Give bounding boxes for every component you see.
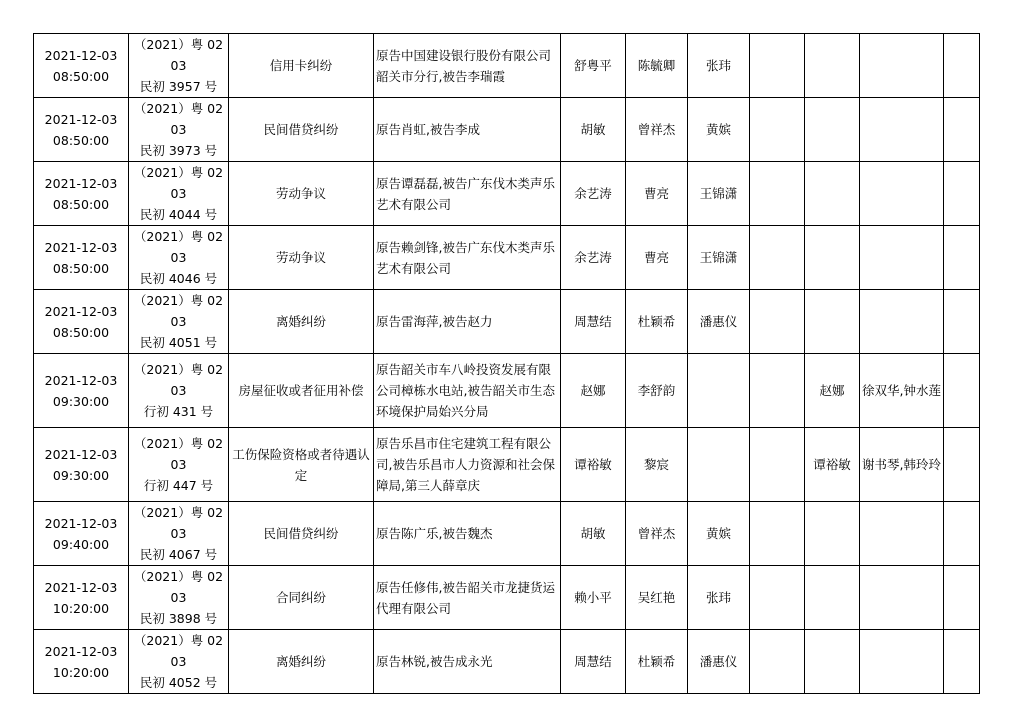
hearing-datetime-cell: [34, 34, 129, 98]
case-cause-cell: 离婚纠纷: [229, 290, 374, 354]
judge-cell: 余艺涛: [561, 162, 626, 226]
case-number-cell: [129, 162, 229, 226]
hearing-datetime-cell: [34, 226, 129, 290]
case-number-line1: （2021）粤 0203: [133, 37, 224, 73]
judge-cell: 谭裕敏: [561, 428, 626, 502]
case-number-line1: （2021）粤 0203: [133, 293, 224, 329]
hearing-date: 2021-12-03: [44, 515, 118, 531]
case-cause-cell: 民间借贷纠纷: [229, 502, 374, 566]
judge-cell: 周慧结: [561, 290, 626, 354]
empty-cell: [750, 354, 805, 428]
assistant-cell: 张玮: [688, 34, 750, 98]
case-number-cell: [129, 34, 229, 98]
case-cause-cell: 信用卡纠纷: [229, 34, 374, 98]
case-number-line2: 民初 4067 号: [139, 547, 218, 562]
hearing-datetime-cell: [34, 162, 129, 226]
case-number-cell: [129, 630, 229, 694]
clerk-cell: 曹亮: [626, 226, 688, 290]
case-number-line2: 民初 4052 号: [139, 675, 218, 690]
assistant-cell: 张玮: [688, 566, 750, 630]
parties-cell: 原告林锐,被告成永光: [374, 630, 561, 694]
empty-cell: [944, 226, 980, 290]
empty-cell: [750, 630, 805, 694]
hearing-datetime-cell: [34, 566, 129, 630]
hearing-time: 08:50:00: [52, 68, 110, 84]
hearing-time: 08:50:00: [52, 196, 110, 212]
case-number-line2: 民初 4046 号: [139, 271, 218, 286]
judge-cell: 赖小平: [561, 566, 626, 630]
assistant-cell: 潘惠仪: [688, 630, 750, 694]
hearing-datetime-cell: [34, 98, 129, 162]
clerk-cell: 杜颖希: [626, 630, 688, 694]
hearing-time: 08:50:00: [52, 260, 110, 276]
hearing-time: 10:20:00: [52, 600, 110, 616]
table-row: [34, 354, 980, 428]
jurors-cell: [860, 98, 944, 162]
assistant-cell: 王锦潇: [688, 226, 750, 290]
hearing-time: 10:20:00: [52, 664, 110, 680]
assistant-cell: 潘惠仪: [688, 290, 750, 354]
hearing-datetime-cell: [34, 428, 129, 502]
parties-cell: 原告谭磊磊,被告广东伐木类声乐艺术有限公司: [374, 162, 561, 226]
parties-cell: 原告乐昌市住宅建筑工程有限公司,被告乐昌市人力资源和社会保障局,第三人薛章庆: [374, 428, 561, 502]
empty-cell: [944, 290, 980, 354]
assistant-cell: 黄嫔: [688, 98, 750, 162]
judge-cell: 胡敏: [561, 502, 626, 566]
hearing-date: 2021-12-03: [44, 175, 118, 191]
presiding-judge-cell: [805, 502, 860, 566]
case-number-line1: （2021）粤 0203: [133, 229, 224, 265]
table-row: [34, 162, 980, 226]
clerk-cell: 曾祥杰: [626, 502, 688, 566]
presiding-judge-cell: [805, 98, 860, 162]
empty-cell: [944, 630, 980, 694]
hearing-date: 2021-12-03: [44, 643, 118, 659]
judge-cell: 舒粤平: [561, 34, 626, 98]
table-row: [34, 226, 980, 290]
hearing-date: 2021-12-03: [44, 239, 118, 255]
presiding-judge-cell: [805, 226, 860, 290]
assistant-cell: [688, 428, 750, 502]
case-number-cell: [129, 502, 229, 566]
judge-cell: 胡敏: [561, 98, 626, 162]
judge-cell: 周慧结: [561, 630, 626, 694]
hearing-date: 2021-12-03: [44, 579, 118, 595]
empty-cell: [944, 428, 980, 502]
parties-cell: 原告任修伟,被告韶关市龙捷货运代理有限公司: [374, 566, 561, 630]
empty-cell: [944, 566, 980, 630]
hearing-date: 2021-12-03: [44, 111, 118, 127]
table-row: [34, 566, 980, 630]
case-number-line2: 民初 3957 号: [139, 79, 218, 94]
case-cause-cell: 合同纠纷: [229, 566, 374, 630]
hearing-time: 09:30:00: [52, 393, 110, 409]
case-number-line2: 民初 3898 号: [139, 611, 218, 626]
judge-cell: 余艺涛: [561, 226, 626, 290]
table-body: [34, 34, 980, 694]
hearing-schedule-table: [33, 33, 980, 694]
case-number-line2: 民初 3973 号: [139, 143, 218, 158]
hearing-date: 2021-12-03: [44, 303, 118, 319]
case-number-line2: 行初 447 号: [143, 478, 214, 493]
table-row: [34, 630, 980, 694]
case-number-cell: [129, 428, 229, 502]
empty-cell: [750, 34, 805, 98]
hearing-date: 2021-12-03: [44, 47, 118, 63]
table-row: [34, 98, 980, 162]
jurors-cell: [860, 226, 944, 290]
parties-cell: 原告雷海萍,被告赵力: [374, 290, 561, 354]
presiding-judge-cell: [805, 290, 860, 354]
empty-cell: [750, 502, 805, 566]
hearing-date: 2021-12-03: [44, 372, 118, 388]
jurors-cell: [860, 502, 944, 566]
clerk-cell: 黎宸: [626, 428, 688, 502]
jurors-cell: [860, 630, 944, 694]
empty-cell: [750, 226, 805, 290]
case-number-line1: （2021）粤 0203: [133, 436, 224, 472]
clerk-cell: 曾祥杰: [626, 98, 688, 162]
presiding-judge-cell: [805, 630, 860, 694]
empty-cell: [750, 566, 805, 630]
jurors-cell: [860, 290, 944, 354]
empty-cell: [944, 502, 980, 566]
clerk-cell: 吴红艳: [626, 566, 688, 630]
case-number-cell: [129, 354, 229, 428]
parties-cell: 原告赖剑锋,被告广东伐木类声乐艺术有限公司: [374, 226, 561, 290]
hearing-datetime-cell: [34, 354, 129, 428]
case-number-line1: （2021）粤 0203: [133, 569, 224, 605]
case-number-line2: 民初 4044 号: [139, 207, 218, 222]
empty-cell: [750, 290, 805, 354]
case-number-line1: （2021）粤 0203: [133, 101, 224, 137]
assistant-cell: 黄嫔: [688, 502, 750, 566]
empty-cell: [944, 34, 980, 98]
case-cause-cell: 劳动争议: [229, 162, 374, 226]
parties-cell: 原告肖虹,被告李成: [374, 98, 561, 162]
case-cause-cell: 房屋征收或者征用补偿: [229, 354, 374, 428]
assistant-cell: [688, 354, 750, 428]
clerk-cell: 李舒韵: [626, 354, 688, 428]
empty-cell: [750, 428, 805, 502]
hearing-time: 09:40:00: [52, 536, 110, 552]
table-row: [34, 428, 980, 502]
parties-cell: 原告中国建设银行股份有限公司韶关市分行,被告李瑞霞: [374, 34, 561, 98]
hearing-date: 2021-12-03: [44, 446, 118, 462]
hearing-time: 09:30:00: [52, 467, 110, 483]
case-number-line1: （2021）粤 0203: [133, 505, 224, 541]
presiding-judge-cell: [805, 162, 860, 226]
empty-cell: [944, 98, 980, 162]
judge-cell: 赵娜: [561, 354, 626, 428]
table-row: [34, 502, 980, 566]
presiding-judge-cell: [805, 566, 860, 630]
presiding-judge-cell: [805, 34, 860, 98]
jurors-cell: [860, 34, 944, 98]
case-cause-cell: 工伤保险资格或者待遇认定: [229, 428, 374, 502]
jurors-cell: [860, 162, 944, 226]
parties-cell: 原告韶关市车八岭投资发展有限公司樟栋水电站,被告韶关市生态环境保护局始兴分局: [374, 354, 561, 428]
jurors-cell: [860, 566, 944, 630]
jurors-cell: 谢书琴,韩玲玲: [860, 428, 944, 502]
case-cause-cell: 离婚纠纷: [229, 630, 374, 694]
jurors-cell: 徐双华,钟水莲: [860, 354, 944, 428]
case-number-line2: 行初 431 号: [143, 404, 214, 419]
hearing-time: 08:50:00: [52, 324, 110, 340]
case-cause-cell: 民间借贷纠纷: [229, 98, 374, 162]
case-number-line2: 民初 4051 号: [139, 335, 218, 350]
parties-cell: 原告陈广乐,被告魏杰: [374, 502, 561, 566]
case-number-cell: [129, 98, 229, 162]
table-row: [34, 290, 980, 354]
clerk-cell: 曹亮: [626, 162, 688, 226]
clerk-cell: 陈毓卿: [626, 34, 688, 98]
presiding-judge-cell: 谭裕敏: [805, 428, 860, 502]
clerk-cell: 杜颖希: [626, 290, 688, 354]
hearing-datetime-cell: [34, 630, 129, 694]
hearing-time: 08:50:00: [52, 132, 110, 148]
assistant-cell: 王锦潇: [688, 162, 750, 226]
case-cause-cell: 劳动争议: [229, 226, 374, 290]
case-number-line1: （2021）粤 0203: [133, 633, 224, 669]
case-number-line1: （2021）粤 0203: [133, 362, 224, 398]
empty-cell: [750, 98, 805, 162]
case-number-cell: [129, 566, 229, 630]
case-number-line1: （2021）粤 0203: [133, 165, 224, 201]
empty-cell: [944, 354, 980, 428]
case-number-cell: [129, 290, 229, 354]
hearing-datetime-cell: [34, 502, 129, 566]
hearing-datetime-cell: [34, 290, 129, 354]
case-number-cell: [129, 226, 229, 290]
table-row: [34, 34, 980, 98]
presiding-judge-cell: 赵娜: [805, 354, 860, 428]
empty-cell: [944, 162, 980, 226]
empty-cell: [750, 162, 805, 226]
